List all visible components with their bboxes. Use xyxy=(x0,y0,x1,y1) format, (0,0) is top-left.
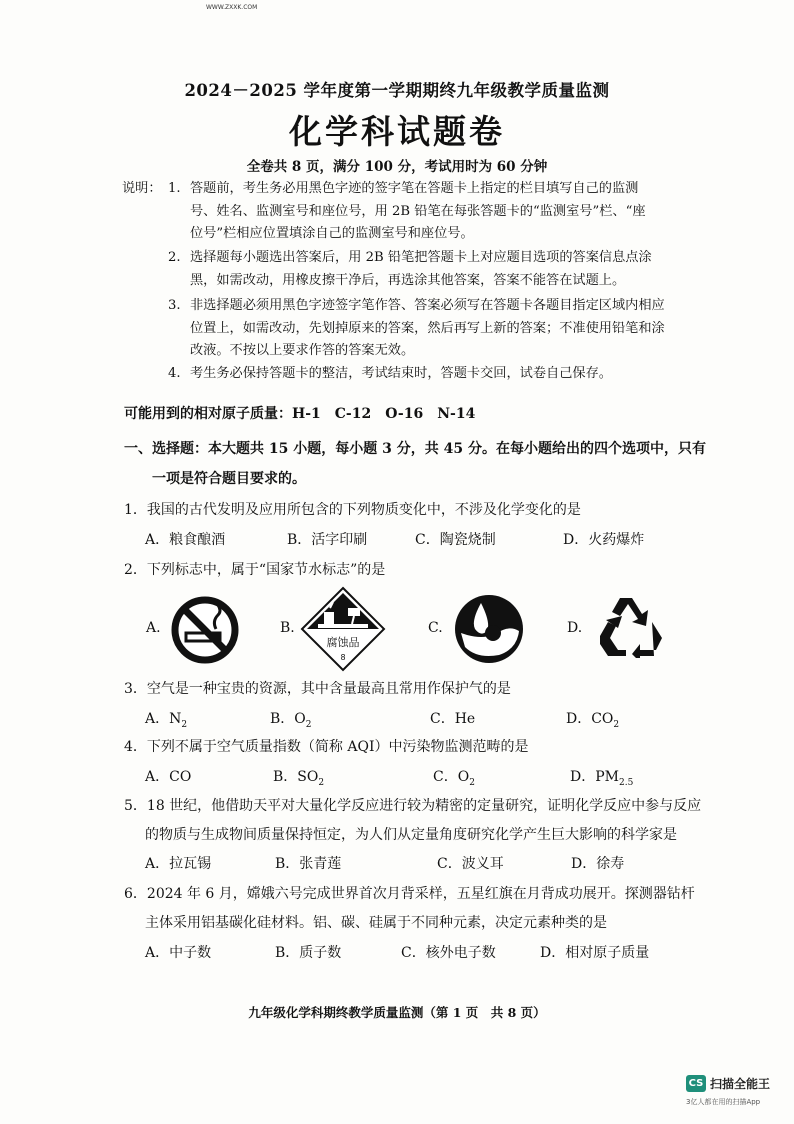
water-saving-icon xyxy=(453,593,525,665)
q3-option-d: D．$CO_2$ xyxy=(566,711,620,730)
exam-info: 全卷共 8 页，满分 100 分，考试用时为 60 分钟 xyxy=(246,159,548,175)
q1-option-b: B．活字印刷 xyxy=(287,532,368,548)
q1-option-d: D．火药爆炸 xyxy=(563,532,645,548)
q2-label-b: B. xyxy=(280,620,295,636)
q3-option-a: A．$N_2$ xyxy=(145,711,188,730)
q6-option-c: C．核外电子数 xyxy=(401,945,496,961)
top-stamp: WWW.ZXXK.COM xyxy=(206,4,258,11)
cs-logo-icon: CS xyxy=(686,1075,706,1092)
corrosive-label: 腐蚀品 xyxy=(326,636,360,649)
question-1: 1．我国的古代发明及应用所包含的下列物质变化中，不涉及化学变化的是 xyxy=(124,502,581,518)
note-4: 考生务必保持答题卡的整洁，考试结束时，答题卡交回，试卷自己保存。 xyxy=(190,366,612,381)
note-1: 答题前，考生务必用黑色字迹的签字笔在答题卡上指定的栏目填写自己的监测 号、姓名、监测室号和座位号，用 2B 铅笔在每张答题卡的“监测室号”栏、“座 位号”栏相应位置填涂自己的监测室号和座位号。 xyxy=(190,181,646,241)
q6-option-d: D．相对原子质量 xyxy=(540,945,650,961)
q4-option-c: C．$O_2$ xyxy=(433,769,475,788)
q3-option-b: B．$O_2$ xyxy=(270,711,312,730)
q1-option-c: C．陶瓷烧制 xyxy=(415,532,496,548)
corrosive-icon xyxy=(300,586,386,672)
q5-option-c: C．波义耳 xyxy=(437,856,504,872)
subject-title: 化学科试题卷 xyxy=(289,112,505,151)
note-1-num: 1. xyxy=(168,181,181,196)
note-2-num: 2. xyxy=(168,250,181,265)
q2-label-c: C. xyxy=(428,620,443,636)
scanner-logo xyxy=(686,1075,770,1092)
atomic-masses: 可能用到的相对原子质量：H-1 C-12 O-16 N-14 xyxy=(124,406,476,422)
note-2: 选择题每小题选出答案后，用 2B 铅笔把答题卡上对应题目选项的答案信息点涂 黑，如需改动，用橡皮擦干净后，再选涂其他答案，答案不能答在试题上。 xyxy=(190,250,652,288)
note-3-num: 3. xyxy=(168,298,181,313)
recycle-icon xyxy=(596,592,666,658)
q6-option-b: B．质子数 xyxy=(275,945,342,961)
no-smoking-icon xyxy=(170,595,240,665)
q1-option-a: A．粮食酿酒 xyxy=(145,532,226,548)
scanner-tagline: 3亿人都在用的扫描App xyxy=(686,1098,761,1106)
q4-option-b: B．$SO_2$ xyxy=(273,769,325,788)
section-1-line1: 一、选择题：本大题共 15 小题，每小题 3 分，共 45 分。在每小题给出的四个选项中，只有 xyxy=(124,441,706,457)
q6-option-a: A．中子数 xyxy=(145,945,212,961)
section-1-line2: 一项是符合题目要求的。 xyxy=(152,471,306,487)
q5-option-b: B．张青莲 xyxy=(275,856,342,872)
q5-option-d: D．徐寿 xyxy=(571,856,625,872)
note-4-num: 4. xyxy=(168,366,181,381)
q2-label-d: D. xyxy=(567,620,583,636)
q3-option-c: C．He xyxy=(430,711,476,727)
page-footer: 九年级化学科期终教学质量监测（第 1 页 共 8 页） xyxy=(248,1005,546,1020)
question-3: 3．空气是一种宝贵的资源，其中含量最高且常用作保护气的是 xyxy=(124,681,511,697)
note-3: 非选择题必须用黑色字迹签字笔作答、答案必须写在答题卡各题目指定区域内相应 位置上，如需改动，先划掉原来的答案，然后再写上新的答案；不准使用铅笔和涂 改液。不按以上要求作答的答案无效。 xyxy=(190,298,665,358)
q4-option-d: D．$PM_{2.5}$ xyxy=(570,769,634,788)
scanner-name: 扫描全能王 xyxy=(710,1077,771,1091)
question-6-line2: 主体采用铝基碳化硅材料。铝、碳、硅属于不同种元素，决定元素种类的是 xyxy=(145,915,607,931)
question-2: 2．下列标志中，属于“国家节水标志”的是 xyxy=(124,562,386,578)
q4-option-a: A．CO xyxy=(145,769,192,785)
question-5-line1: 5．18 世纪，他借助天平对大量化学反应进行较为精密的定量研究，证明化学反应中参与反应 xyxy=(124,798,702,814)
notes-label: 说明： xyxy=(122,181,162,196)
q5-option-a: A．拉瓦锡 xyxy=(145,856,212,872)
question-4: 4．下列不属于空气质量指数（简称 AQI）中污染物监测范畴的是 xyxy=(124,739,529,755)
question-5-line2: 的物质与生成物间质量保持恒定，为人们从定量角度研究化学产生巨大影响的科学家是 xyxy=(145,827,677,843)
question-6-line1: 6．2024 年 6 月，嫦娥六号完成世界首次月背采样，五星红旗在月背成功展开。探测器钻杆 xyxy=(124,886,695,902)
corrosive-class: 8 xyxy=(340,653,346,662)
exam-title: 2024－2025 学年度第一学期期终九年级教学质量监测 xyxy=(184,81,610,100)
q2-label-a: A. xyxy=(146,620,161,636)
